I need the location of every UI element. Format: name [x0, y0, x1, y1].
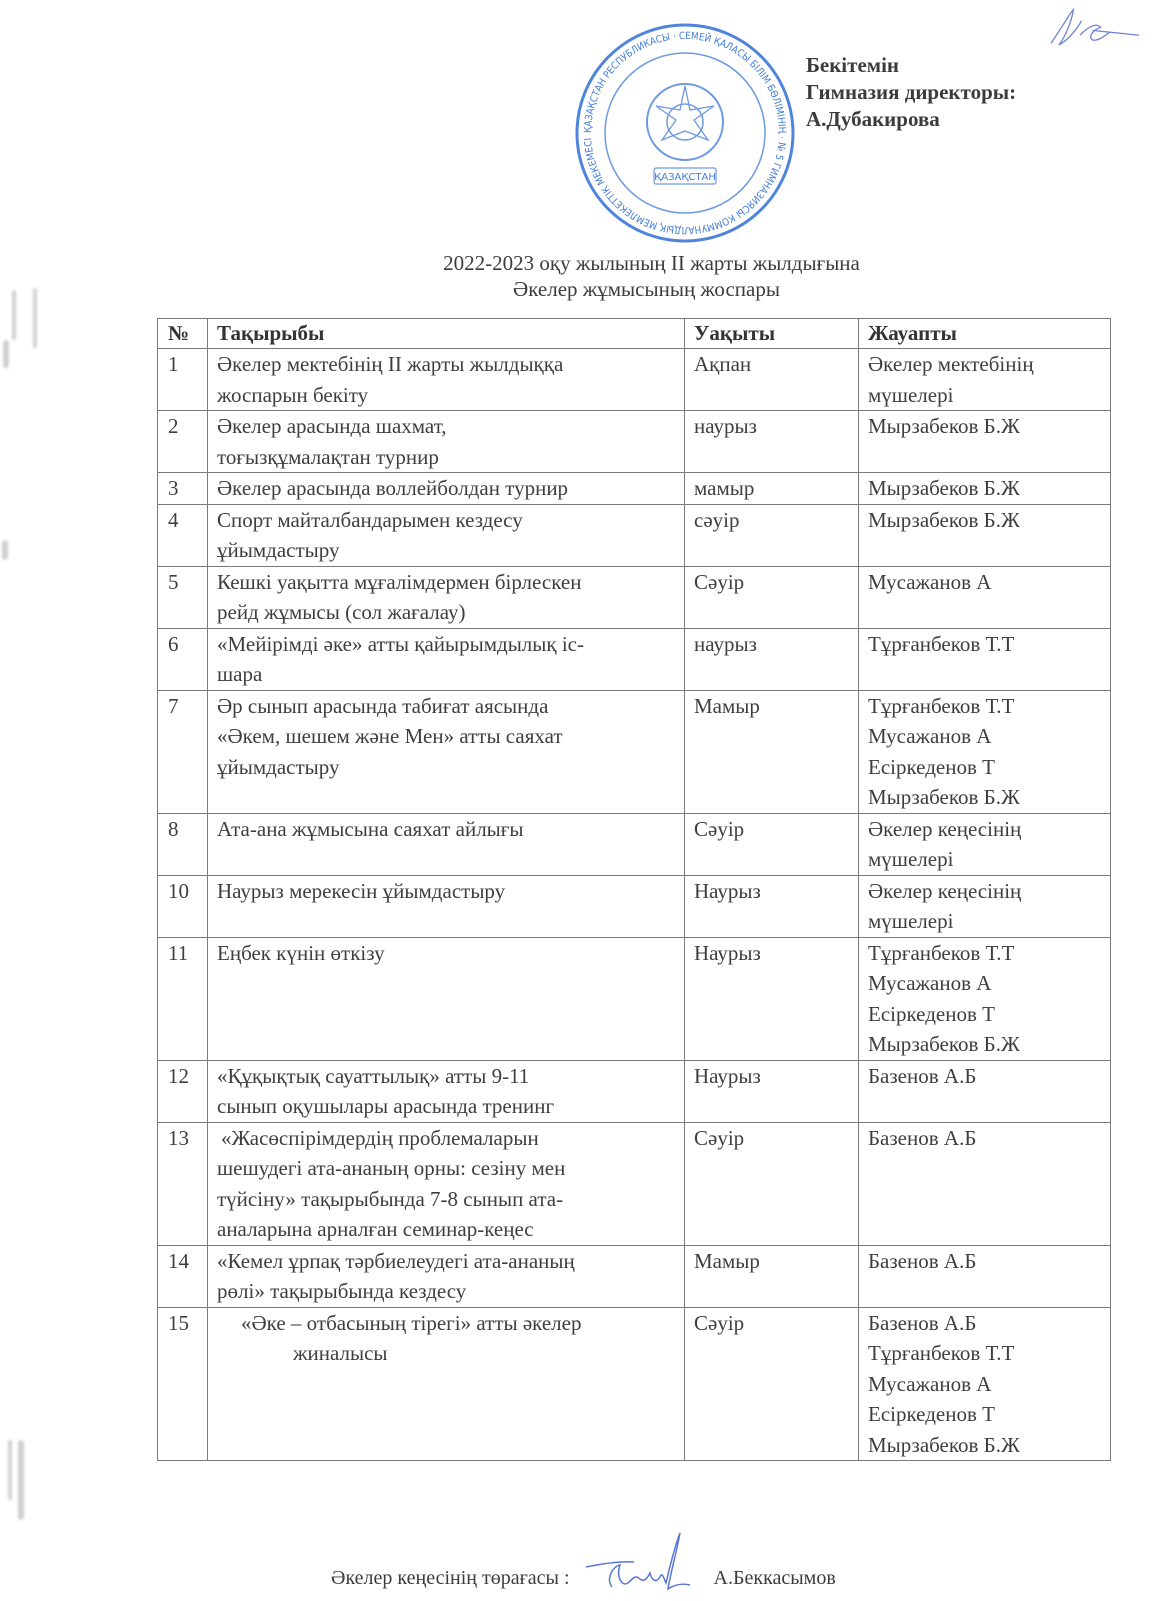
row-responsible-line: Мусажанов А: [868, 569, 992, 594]
row-time: Наурыз: [685, 937, 859, 1060]
row-time: Мамыр: [685, 690, 859, 813]
row-number: 3: [158, 473, 208, 505]
row-responsible: [859, 1245, 1111, 1307]
row-time: Сәуір: [685, 566, 859, 628]
table-row: [158, 504, 1111, 566]
row-responsible-line: Мусажанов А: [868, 971, 992, 995]
row-responsible: [859, 690, 1111, 813]
row-topic: [208, 628, 685, 690]
row-number: 12: [158, 1060, 208, 1122]
row-time: сәуір: [685, 504, 859, 566]
row-responsible-line: Мырзабеков Б.Ж: [868, 414, 1020, 438]
table-row: [158, 937, 1111, 1060]
row-topic: [208, 411, 685, 473]
row-time: наурыз: [685, 411, 859, 473]
row-responsible: [859, 937, 1111, 1060]
row-number: 5: [158, 566, 208, 628]
row-responsible-line: Тұрғанбеков Т.Т: [868, 631, 1015, 656]
plan-table: [157, 318, 1111, 1461]
approval-line-2: Гимназия директоры:: [806, 80, 1017, 104]
row-topic-line: түйсіну» тақырыбында 7-8 сынып ата-: [217, 1186, 564, 1211]
row-number: 13: [158, 1122, 208, 1245]
row-responsible-line: Мырзабеков Б.Ж: [868, 785, 1020, 809]
row-time: Ақпан: [685, 349, 859, 411]
row-topic-line: Әкелер арасында воллейболдан турнир: [217, 476, 569, 500]
row-topic-line: Кешкі уақытта мұғалімдермен бірлескен: [217, 569, 582, 594]
row-responsible: [859, 1122, 1111, 1245]
row-topic: [208, 1245, 685, 1307]
row-topic-line: «Әкем, шешем және Мен» атты саяхат: [217, 724, 563, 748]
row-responsible-line: Мырзабеков Б.Ж: [868, 507, 1020, 532]
table-row: [158, 1060, 1111, 1122]
header-time: Уақыты: [685, 319, 859, 349]
row-topic-line: жиналысы: [293, 1341, 388, 1365]
row-responsible: [859, 1060, 1111, 1122]
row-responsible: [859, 473, 1111, 505]
row-topic: [208, 937, 685, 1060]
row-responsible-line: Есіркеденов Т: [868, 1402, 995, 1426]
table-row: [158, 1122, 1111, 1245]
row-topic-line: шара: [217, 662, 263, 686]
row-responsible-line: Базенов А.Б: [868, 1248, 977, 1273]
row-responsible: [859, 1307, 1111, 1461]
header-topic: Тақырыбы: [208, 319, 685, 349]
row-topic-line: шешудегі ата-ананың орны: сезіну мен: [217, 1156, 566, 1180]
row-time: наурыз: [685, 628, 859, 690]
row-number: 2: [158, 411, 208, 473]
row-responsible-line: Мусажанов А: [868, 724, 992, 748]
row-responsible-line: Есіркеденов Т: [868, 754, 995, 779]
row-responsible: [859, 411, 1111, 473]
scan-artifact: [2, 540, 8, 560]
row-responsible-line: Есіркеденов Т: [868, 1001, 995, 1026]
row-topic-line: ұйымдастыру: [217, 754, 340, 779]
row-number: 15: [158, 1307, 208, 1461]
table-row: [158, 1245, 1111, 1307]
table-row: [158, 875, 1111, 937]
row-responsible-line: Тұрғанбеков Т.Т: [868, 693, 1015, 718]
row-responsible-line: Тұрғанбеков Т.Т: [868, 940, 1015, 965]
row-responsible-line: мүшелері: [868, 909, 954, 933]
row-topic: [208, 690, 685, 813]
row-responsible: [859, 504, 1111, 566]
row-responsible: [859, 566, 1111, 628]
chair-signature: [582, 1531, 702, 1591]
row-responsible: [859, 628, 1111, 690]
row-topic-line: Әкелер арасында шахмат,: [217, 414, 447, 438]
stamp-inner-text: ҚАЗАҚСТАН: [654, 172, 716, 183]
table-row: [158, 628, 1111, 690]
row-responsible-line: мүшелері: [868, 847, 954, 871]
table-row: [158, 566, 1111, 628]
chair-name: А.Беккасымов: [713, 1567, 836, 1589]
row-topic: [208, 1060, 685, 1122]
svg-text:ҚАЗАҚСТАН РЕСПУБЛИКАСЫ · СЕМЕЙ: [583, 31, 787, 235]
scan-artifact: [3, 340, 9, 368]
row-topic-line: Әр сынып арасында табиғат аясында: [217, 693, 549, 718]
table-row: [158, 690, 1111, 813]
row-number: 14: [158, 1245, 208, 1307]
table-row: [158, 813, 1111, 875]
row-topic: [208, 1307, 685, 1461]
row-time: Мамыр: [685, 1245, 859, 1307]
table-header-row: [158, 319, 1111, 349]
row-topic-line: сынып оқушылары арасында тренинг: [217, 1094, 555, 1118]
row-time: мамыр: [685, 473, 859, 505]
row-topic-line: Еңбек күнін өткізу: [217, 940, 385, 965]
table-row: [158, 411, 1111, 473]
row-responsible-line: Әкелер мектебінің: [868, 352, 1034, 376]
emblem-icon: [647, 84, 723, 160]
stamp-outer-text: ҚАЗАҚСТАН РЕСПУБЛИКАСЫ · СЕМЕЙ ҚАЛАСЫ БІЛІМ БӨЛІМІНІҢ · № 5 ГИМНАЗИЯСЫ КОММУНАЛДЫҚ МЕМЛЕКЕТТІК МЕКЕМЕСІ: [582, 30, 788, 236]
row-responsible-line: Базенов А.Б: [868, 1063, 977, 1088]
row-topic-line: Әкелер мектебінің ІІ жарты жылдыққа: [217, 352, 564, 376]
row-responsible-line: Мырзабеков Б.Ж: [868, 1432, 1020, 1457]
row-topic-line: «Жасөспірімдердің проблемаларын: [221, 1125, 539, 1150]
row-number: 11: [158, 937, 208, 1060]
row-responsible-line: Мусажанов А: [868, 1371, 992, 1396]
row-topic-line: аналарына арналған семинар-кеңес: [217, 1217, 534, 1241]
row-topic: [208, 473, 685, 505]
row-topic-line: рейд жұмысы (сол жағалау): [217, 600, 466, 624]
header-responsible: Жауапты: [859, 319, 1111, 349]
row-responsible: [859, 875, 1111, 937]
approval-line-3: А.Дубакирова: [806, 107, 940, 131]
official-stamp: [574, 22, 796, 244]
row-responsible-line: Әкелер кеңесінің: [868, 816, 1022, 841]
row-topic-line: Спорт майталбандарымен кездесу: [217, 507, 523, 532]
row-responsible-line: мүшелері: [868, 382, 954, 407]
row-topic-line: Наурыз мерекесін ұйымдастыру: [217, 878, 506, 903]
row-time: Сәуір: [685, 1307, 859, 1461]
row-responsible: [859, 813, 1111, 875]
row-topic-line: Ата-ана жұмысына саяхат айлығы: [217, 816, 524, 841]
document-subtitle: Әкелер жұмысының жоспары: [513, 277, 780, 301]
chair-label: Әкелер кеңесінің төрағасы :: [331, 1567, 570, 1589]
row-time: Наурыз: [685, 1060, 859, 1122]
row-topic-line: «Кемел ұрпақ тәрбиелеудегі ата-ананың: [217, 1248, 575, 1273]
table-row: [158, 349, 1111, 411]
row-responsible-line: Әкелер кеңесінің: [868, 878, 1022, 903]
row-responsible: [859, 349, 1111, 411]
footer-signature-line: [331, 1531, 1163, 1591]
row-topic: [208, 504, 685, 566]
approval-line-1: Бекітемін: [806, 53, 900, 77]
row-number: 8: [158, 813, 208, 875]
row-topic: [208, 1122, 685, 1245]
row-topic-line: «Мейірімді әке» атты қайырымдылық іс-: [217, 631, 584, 656]
footer-area: [0, 1461, 1163, 1591]
row-topic-line: «Құқықтық сауаттылық» атты 9-11: [217, 1063, 530, 1088]
row-topic: [208, 813, 685, 875]
table-body: [158, 349, 1111, 1461]
row-number: 7: [158, 690, 208, 813]
row-topic: [208, 875, 685, 937]
table-row: [158, 1307, 1111, 1461]
row-topic-line: «Әке – отбасының тірегі» атты әкелер: [241, 1310, 582, 1335]
row-time: Сәуір: [685, 813, 859, 875]
row-topic-line: рөлі» тақырыбында кездесу: [217, 1279, 467, 1303]
row-responsible-line: Мырзабеков Б.Ж: [868, 476, 1020, 500]
row-number: 4: [158, 504, 208, 566]
row-responsible-line: Тұрғанбеков Т.Т: [868, 1341, 1015, 1365]
row-topic-line: тоғызқұмалақтан турнир: [217, 444, 439, 469]
table-row: [158, 473, 1111, 505]
approval-block: [806, 52, 1016, 133]
document-title: 2022-2023 оқу жылының ІІ жарты жылдығына: [443, 251, 860, 275]
row-number: 1: [158, 349, 208, 411]
row-time: Наурыз: [685, 875, 859, 937]
row-topic-line: ұйымдастыру: [217, 538, 340, 562]
row-number: 6: [158, 628, 208, 690]
row-topic: [208, 349, 685, 411]
row-responsible-line: Базенов А.Б: [868, 1125, 977, 1150]
row-number: 10: [158, 875, 208, 937]
row-responsible-line: Мырзабеков Б.Ж: [868, 1032, 1020, 1056]
header-number: №: [158, 319, 208, 349]
row-topic-line: жоспарын бекіту: [217, 382, 369, 407]
director-signature: [1040, 8, 1150, 48]
row-responsible-line: Базенов А.Б: [868, 1310, 977, 1335]
row-time: Сәуір: [685, 1122, 859, 1245]
row-topic: [208, 566, 685, 628]
